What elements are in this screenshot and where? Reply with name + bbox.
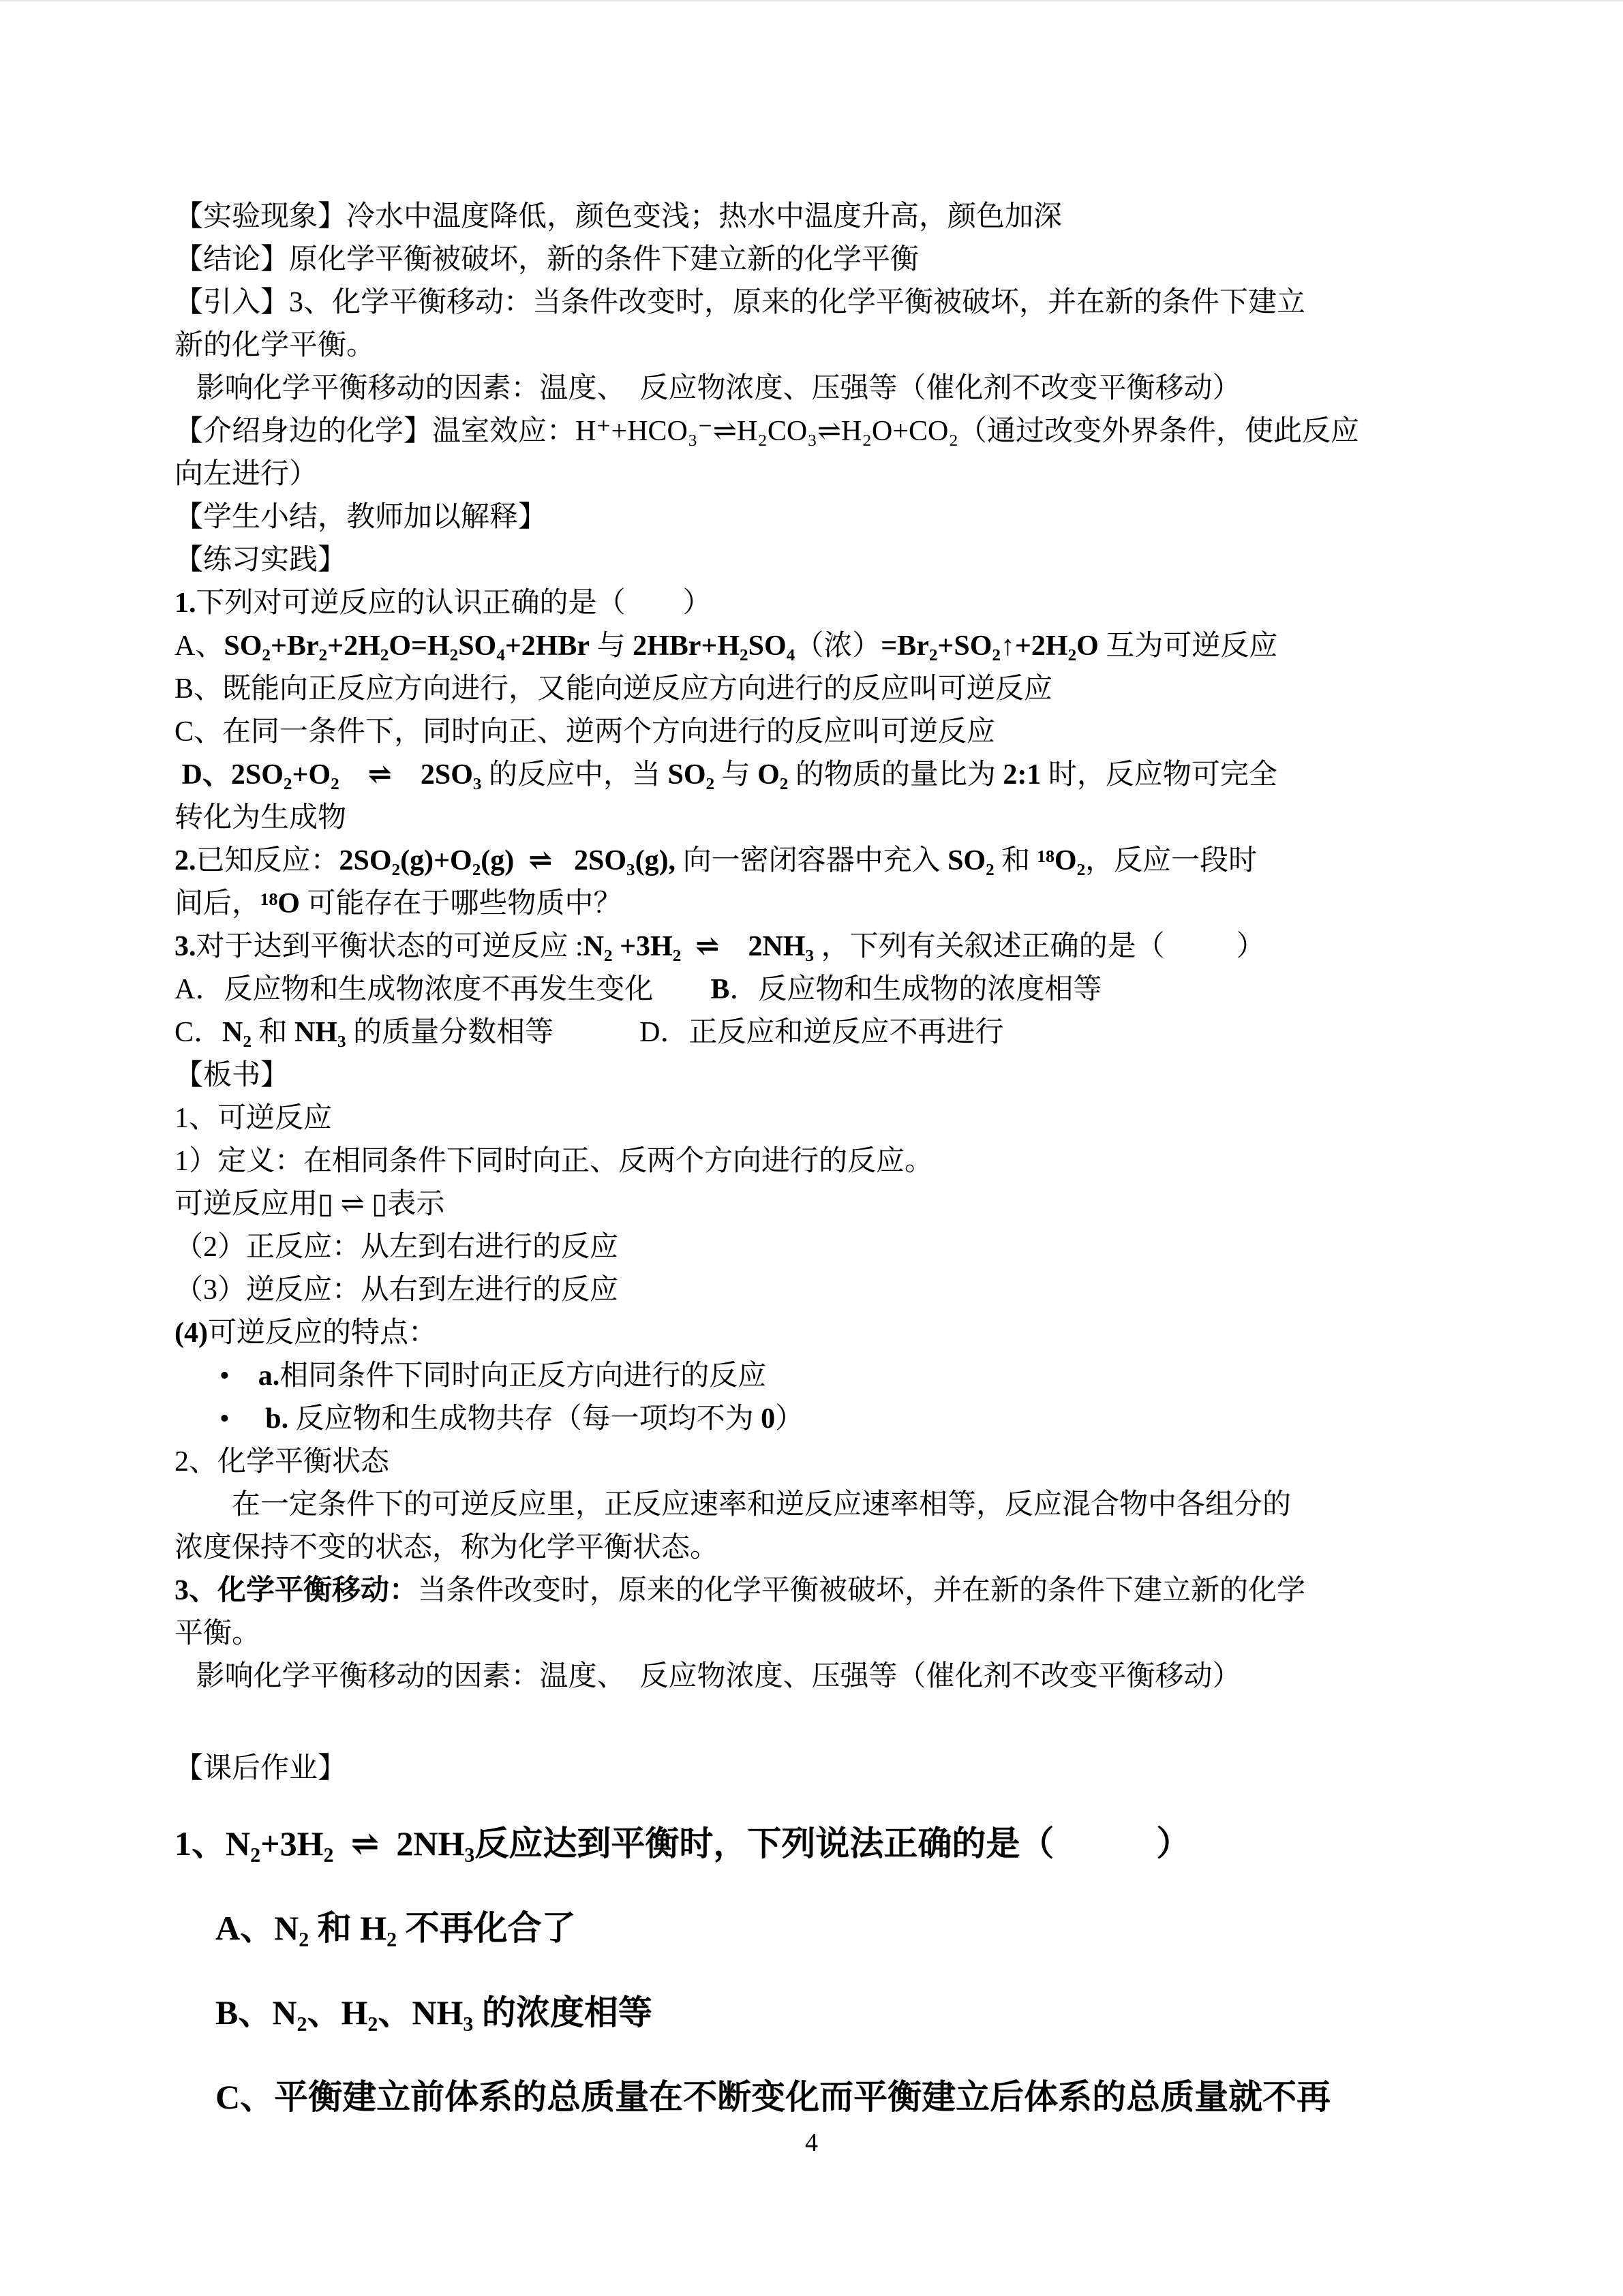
body-text: 互为可逆反应 bbox=[1098, 630, 1278, 662]
body-text: 【板书】 bbox=[175, 1060, 290, 1091]
text-line bbox=[175, 1903, 1466, 1953]
body-text: 【学生小结，教师加以解释】 bbox=[175, 502, 547, 533]
text-line bbox=[175, 1054, 1466, 1097]
text-line bbox=[175, 324, 1466, 367]
body-text: 对于达到平衡状态的可逆反应 : bbox=[196, 931, 583, 962]
formula-text: 2SO₃ bbox=[420, 759, 482, 791]
text-line bbox=[175, 281, 1466, 324]
text-line bbox=[175, 925, 1466, 968]
body-text: C． bbox=[175, 1017, 223, 1048]
body-text: 【课后作业】 bbox=[175, 1753, 347, 1784]
body-text: C、在同一条件下，同时向正、逆两个方向进行的反应叫可逆反应 bbox=[175, 716, 996, 748]
body-text: 【结论】原化学平衡被破坏，新的条件下建立新的化学平衡 bbox=[175, 244, 920, 275]
text-line bbox=[175, 196, 1466, 239]
body-text: 的浓度相等 bbox=[473, 1993, 652, 2032]
body-text: 与 bbox=[714, 759, 758, 791]
formula-text: (4) bbox=[175, 1317, 208, 1349]
body-text: ，下列有关叙述正确的是（ ） bbox=[814, 931, 1265, 962]
text-line bbox=[175, 840, 1466, 883]
body-text: 反应达到平衡时，下列说法正确的是（ ） bbox=[474, 1824, 1191, 1863]
formula-text: SO₂+Br₂+2H₂O=H₂SO₄+2HBr bbox=[224, 630, 590, 662]
body-text: 和 bbox=[309, 1909, 361, 1947]
text-line bbox=[175, 1011, 1466, 1054]
body-text: 与 bbox=[590, 630, 633, 662]
text-line bbox=[175, 754, 1466, 797]
text-line bbox=[175, 797, 1466, 840]
text-line bbox=[175, 1097, 1466, 1140]
text-line bbox=[175, 668, 1466, 711]
body-text: 向左进行） bbox=[175, 459, 318, 490]
formula-text: B bbox=[710, 974, 730, 1005]
formula-text: ¹⁸O₂ bbox=[1037, 845, 1086, 876]
body-text: 影响化学平衡移动的因素：温度、 反应物浓度、压强等（催化剂不改变平衡移动） bbox=[175, 373, 1241, 404]
text-line bbox=[175, 367, 1466, 410]
body-text: 【实验现象】冷水中温度降低，颜色变浅；热水中温度升高，颜色加深 bbox=[175, 201, 1063, 232]
body-text: ） bbox=[775, 1403, 804, 1435]
text-line bbox=[175, 1312, 1466, 1355]
text-line bbox=[175, 1612, 1466, 1655]
formula-text: 0 bbox=[761, 1403, 776, 1435]
body-text: 不再化合了 bbox=[397, 1909, 576, 1947]
body-text: C、平衡建立前体系的总质量在不断变化而平衡建立后体系的总质量就不再 bbox=[215, 2078, 1331, 2116]
body-text: A、 bbox=[215, 1909, 275, 1947]
text-line bbox=[175, 1140, 1466, 1183]
body-text: • bbox=[219, 1360, 258, 1392]
text-line bbox=[175, 1570, 1466, 1612]
body-text: 1）定义：在相同条件下同时向正、反两个方向进行的反应。 bbox=[175, 1146, 934, 1177]
formula-text: O₂ bbox=[757, 759, 789, 791]
body-text: 【引入】3、化学平衡移动：当条件改变时，原来的化学平衡被破坏，并在新的条件下建立 bbox=[175, 287, 1306, 318]
body-text: 浓度保持不变的状态，称为化学平衡状态。 bbox=[175, 1532, 719, 1563]
formula-text: 2. bbox=[175, 845, 196, 876]
body-text: 间后， bbox=[175, 888, 261, 919]
formula-text: =Br₂+SO₂↑+2H₂O bbox=[881, 630, 1099, 662]
body-text: H₂ bbox=[360, 1909, 397, 1947]
formula-text: SO₂ bbox=[947, 845, 995, 876]
body-text: （2）正反应：从左到右进行的反应 bbox=[175, 1231, 619, 1263]
formula-text: 2HBr+H₂SO₄ bbox=[633, 630, 795, 662]
body-text: N₂ bbox=[274, 1909, 309, 1947]
text-line bbox=[175, 968, 1466, 1011]
body-text: 转化为生成物 bbox=[175, 802, 347, 833]
body-text: 的反应中，当 bbox=[481, 759, 668, 791]
body-text: 可能存在于哪些物质中？ bbox=[299, 888, 622, 919]
formula-text: NH₃ bbox=[294, 1017, 346, 1048]
body-text: ．反应物和生成物的浓度相等 bbox=[729, 974, 1102, 1005]
body-text: 2、化学平衡状态 bbox=[175, 1446, 390, 1478]
formula-text: N₂ +3H₂ ⇌ 2NH₃ bbox=[583, 931, 815, 962]
text-line bbox=[175, 1527, 1466, 1570]
body-text: 1、 bbox=[175, 1824, 226, 1863]
document-content bbox=[175, 196, 1466, 2122]
body-text: A．反应物和生成物浓度不再发生变化 bbox=[175, 974, 711, 1005]
body-text: （通过改变外界条件，使此反应 bbox=[958, 416, 1360, 447]
body-text: 可逆反应的特点： bbox=[207, 1317, 437, 1349]
body-text: 当条件改变时，原来的化学平衡被破坏，并在新的条件下建立新的化学 bbox=[418, 1575, 1306, 1606]
body-text: 在一定条件下的可逆反应里，正反应速率和逆反应速率相等，反应混合物中各组分的 bbox=[175, 1489, 1292, 1520]
body-text: 时，反应物可完全 bbox=[1041, 759, 1277, 791]
formula-text: SO₂ bbox=[667, 759, 715, 791]
formula-text: 3. bbox=[175, 931, 196, 962]
text-line bbox=[175, 1819, 1466, 1868]
body-text: ，反应一段时 bbox=[1085, 845, 1258, 876]
body-text: 已知反应： bbox=[196, 845, 339, 876]
body-text: 平衡。 bbox=[175, 1618, 261, 1649]
formula-text: 2SO₂+O₂ bbox=[230, 759, 339, 791]
body-text: A、 bbox=[175, 630, 224, 662]
formula-text: ¹⁸O bbox=[260, 888, 300, 919]
text-line bbox=[175, 711, 1466, 754]
text-line bbox=[175, 625, 1466, 668]
text-line bbox=[175, 1269, 1466, 1312]
text-line bbox=[175, 1183, 1466, 1226]
body-text: 反应物和生成物共存（每一项均不为 bbox=[288, 1403, 761, 1435]
page-number: 4 bbox=[805, 2128, 818, 2157]
formula-text: 2:1 bbox=[1003, 759, 1042, 791]
formula-text: N₂ bbox=[222, 1017, 252, 1048]
text-line bbox=[175, 1655, 1466, 1698]
formula-text: D、 bbox=[175, 759, 231, 791]
body-text: （3）逆反应：从右到左进行的反应 bbox=[175, 1274, 619, 1306]
text-line bbox=[175, 1398, 1466, 1441]
body-text: 和 bbox=[251, 1017, 294, 1048]
body-text: 可逆反应用▯ ⇌ ▯表示 bbox=[175, 1189, 445, 1220]
body-text: B、既能向正反应方向进行，又能向逆反应方向进行的反应叫可逆反应 bbox=[175, 673, 1053, 705]
body-text: 新的化学平衡。 bbox=[175, 330, 376, 361]
text-line bbox=[175, 1484, 1466, 1527]
body-text: 【介绍身边的化学】温室效应： bbox=[175, 416, 576, 447]
body-text: 的质量分数相等 bbox=[346, 1017, 640, 1048]
text-line bbox=[175, 239, 1466, 281]
text-line bbox=[175, 1747, 1466, 1790]
body-text: N₂、H₂、NH₃ bbox=[272, 1993, 474, 2032]
body-text: 【练习实践】 bbox=[175, 545, 347, 576]
text-line bbox=[175, 1988, 1466, 2037]
formula-text: ⇌ bbox=[339, 759, 421, 791]
body-text: N₂+3H₂ ⇌ 2NH₃ bbox=[226, 1824, 475, 1863]
body-text: 下列对可逆反应的认识正确的是（ ） bbox=[196, 587, 712, 619]
formula-text: 3、化学平衡移动： bbox=[175, 1575, 419, 1606]
formula-text: a. bbox=[258, 1360, 280, 1392]
text-line bbox=[175, 496, 1466, 539]
text-line bbox=[175, 1441, 1466, 1484]
body-text: H⁺+HCO₃⁻⇌H₂CO₃⇌H₂O+CO₂ bbox=[575, 416, 959, 447]
body-text: • bbox=[219, 1403, 266, 1435]
body-text: 1、可逆反应 bbox=[175, 1103, 333, 1134]
body-text: 和 bbox=[994, 845, 1037, 876]
body-text: 相同条件下同时向正反方向进行的反应 bbox=[279, 1360, 767, 1392]
formula-text: b. bbox=[265, 1403, 289, 1435]
body-text: 的物质的量比为 bbox=[788, 759, 1003, 791]
body-text: B、 bbox=[215, 1993, 273, 2032]
body-text: 影响化学平衡移动的因素：温度、 反应物浓度、压强等（催化剂不改变平衡移动） bbox=[175, 1661, 1241, 1692]
body-text: D．正反应和逆反应不再进行 bbox=[639, 1017, 1004, 1048]
text-line bbox=[175, 2072, 1466, 2122]
body-text: 向一密闭容器中充入 bbox=[676, 845, 948, 876]
text-line bbox=[175, 539, 1466, 582]
body-text: （浓） bbox=[795, 630, 881, 662]
text-line bbox=[175, 1226, 1466, 1269]
formula-text: 2SO₂(g)+O₂(g) ⇌ 2SO₃(g), bbox=[339, 845, 676, 876]
text-line bbox=[175, 582, 1466, 625]
text-line bbox=[175, 453, 1466, 496]
text-line bbox=[175, 883, 1466, 925]
formula-text: 1. bbox=[175, 587, 196, 619]
text-line bbox=[175, 410, 1466, 453]
text-line bbox=[175, 1355, 1466, 1398]
